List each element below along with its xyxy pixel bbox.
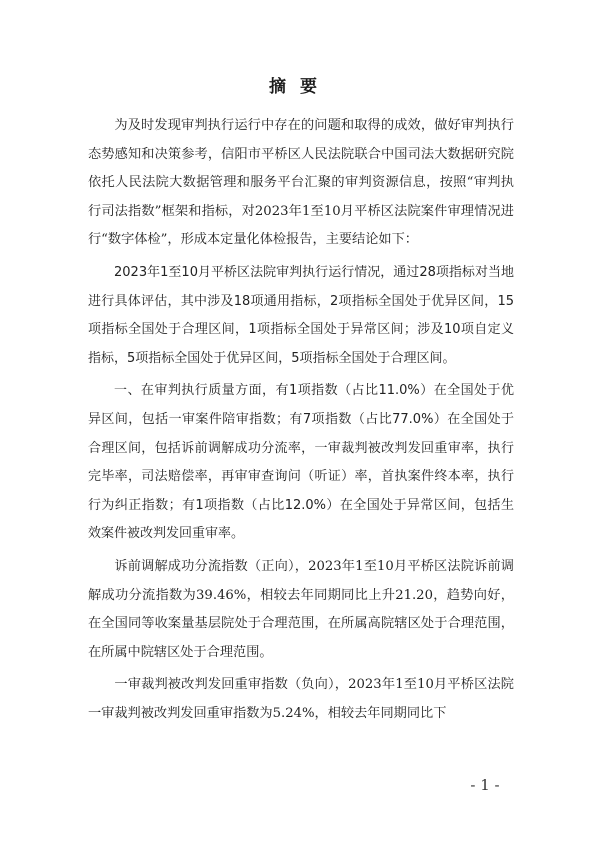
paragraph-quality: 一、在审判执行质量方面，有1项指数（占比11.0%）在全国处于优异区间，包括一审案件陪审指数；有7项指数（占比77.0%）在全国处于合理区间，包括诉前调解成功分流率，一审裁判被改判发回重审率，执行完毕率，司法赔偿率，再审审查询问（听证）率，首执案件终本率，执行行为纠正指数；有1项指数（占比12.0%）在全国处于异常区间，包括生效案件被改判发回重审率。: [88, 383, 514, 542]
page-title: 摘要: [269, 77, 331, 97]
paragraph-overview: 2023年1至10月平桥区法院审判执行运行情况，通过28项指标对当地进行具体评估，其中涉及18项通用指标，2项指标全国处于优异区间，15项指标全国处于合理区间，1项指标全国处于异常区间；涉及10项自定义指标，5项指标全国处于优异区间，5项指标全国处于合理区间。: [88, 264, 514, 366]
paragraph-intro: 为及时发现审判执行运行中存在的问题和取得的成效，做好审判执行态势感知和决策参考，信阳市平桥区人民法院联合中国司法大数据研究院依托人民法院大数据管理和服务平台汇聚的审判资源信息，按照“审判执行司法指数”框架和指标，对2023年1至10月平桥区法院案件审理情况进行“数字体检”，形成本定量化体检报告，主要结论如下：: [88, 118, 514, 248]
document-body: [88, 112, 514, 728]
paragraph-mediation: 诉前调解成功分流指数（正向），2023年1至10月平桥区法院诉前调解成功分流指数为39.46%，相较去年同期同比上升21.20，趋势向好，在全国同等收案量基层院处于合理范围，在所属高院辖区处于合理范围，在所属中院辖区处于合理范围。: [88, 558, 514, 660]
paragraph-retrial: 一审裁判被改判发回重审指数（负向），2023年1至10月平桥区法院一审裁判被改判发回重审指数为5.24%，相较去年同期同比下: [88, 677, 514, 721]
page-number: - 1 -: [470, 776, 500, 794]
